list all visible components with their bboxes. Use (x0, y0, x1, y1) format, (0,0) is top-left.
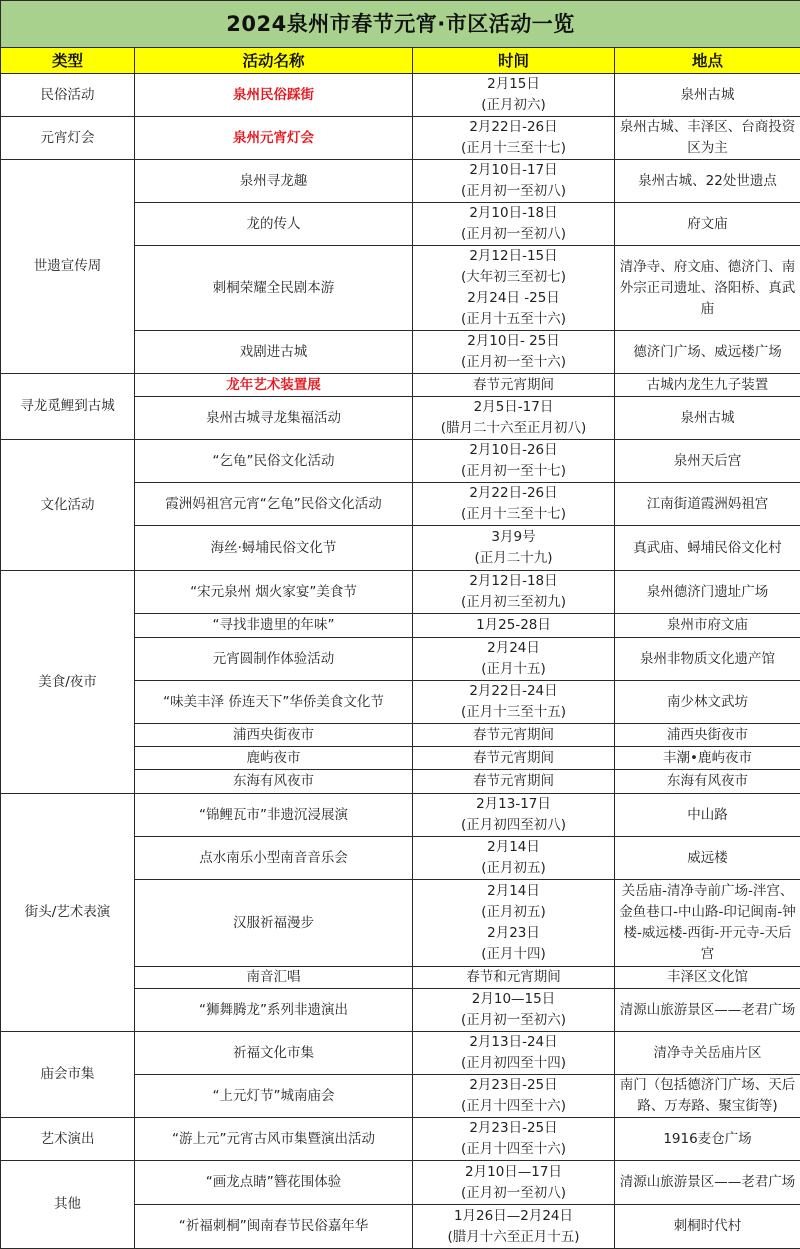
time-line: 2月22日-26日 (415, 483, 612, 504)
time-line: (正月初一至十六) (415, 352, 612, 373)
time-line: 2月14日 (415, 837, 612, 858)
cell-location: 德济门广场、威远楼广场 (615, 331, 800, 374)
time-line: (正月二十九) (415, 548, 612, 569)
table-row (1, 1032, 800, 1075)
time-line: 春节和元宵期间 (415, 967, 612, 988)
cell-activity-name: “锦鲤瓦市”非遗沉浸展演 (135, 794, 413, 837)
table-row (1, 1118, 800, 1161)
cell-activity-name: 海丝·蟳埔民俗文化节 (135, 526, 413, 571)
time-line: (正月初一至初八) (415, 1183, 612, 1204)
time-line: (正月十五) (415, 659, 612, 680)
cell-location: 泉州古城 (615, 74, 800, 117)
cell-activity-name: “味美丰泽 侨连天下”华侨美食文化节 (135, 681, 413, 724)
cell-activity-name: 泉州民俗踩街 (135, 74, 413, 117)
cell-location: 丰泽区文化馆 (615, 967, 800, 989)
cell-location: 威远楼 (615, 837, 800, 880)
time-line: 2月22日-26日 (415, 117, 612, 138)
cell-location: 南少林文武坊 (615, 681, 800, 724)
time-line: 2月24日 -25日 (415, 288, 612, 309)
cell-activity-name: 汉服祈福漫步 (135, 880, 413, 967)
table-row (1, 117, 800, 160)
time-line: 2月10日-17日 (415, 160, 612, 181)
time-line: 春节元宵期间 (415, 375, 612, 396)
cell-activity-name: 祈福文化市集 (135, 1032, 413, 1075)
cell-location: 东海有风夜市 (615, 770, 800, 794)
cell-time (413, 331, 615, 374)
cell-activity-name: 南音汇唱 (135, 967, 413, 989)
header-name: 活动名称 (135, 48, 413, 74)
cell-location: 刺桐时代村 (615, 1205, 800, 1249)
cell-time (413, 724, 615, 747)
time-line: 1月26日—2月24日 (415, 1206, 612, 1227)
cell-time (413, 246, 615, 331)
time-line: 2月13日-24日 (415, 1032, 612, 1053)
table-row (1, 440, 800, 483)
cell-activity-name: “上元灯节”城南庙会 (135, 1075, 413, 1118)
cell-activity-name: “乞龟”民俗文化活动 (135, 440, 413, 483)
cell-activity-name: 泉州寻龙趣 (135, 160, 413, 203)
cell-location: 泉州市府文庙 (615, 614, 800, 638)
time-line: 2月15日 (415, 74, 612, 95)
cell-time (413, 397, 615, 440)
cell-location: 泉州德济门遗址广场 (615, 571, 800, 614)
cell-time (413, 117, 615, 160)
cell-activity-name: 戏剧进古城 (135, 331, 413, 374)
table-row (1, 374, 800, 397)
cell-time (413, 770, 615, 794)
time-line: (正月初一至十七) (415, 461, 612, 482)
cell-activity-name: “寻找非遗里的年味” (135, 614, 413, 638)
time-line: (正月初一至初八) (415, 224, 612, 245)
cell-location: 清净寺、府文庙、德济门、南外宗正司遗址、洛阳桥、真武庙 (615, 246, 800, 331)
time-line: 2月10日- 25日 (415, 331, 612, 352)
cell-activity-name: “狮舞腾龙”系列非遗演出 (135, 989, 413, 1032)
time-line: 2月23日-25日 (415, 1118, 612, 1139)
cell-type: 艺术演出 (1, 1118, 135, 1161)
cell-time (413, 837, 615, 880)
cell-type: 文化活动 (1, 440, 135, 571)
cell-time (413, 1032, 615, 1075)
time-line: (大年初三至初七) (415, 267, 612, 288)
table-row (1, 1161, 800, 1205)
cell-type: 元宵灯会 (1, 117, 135, 160)
cell-activity-name: 鹿屿夜市 (135, 747, 413, 770)
cell-location: 真武庙、蟳埔民俗文化村 (615, 526, 800, 571)
cell-time (413, 1075, 615, 1118)
cell-location: 泉州古城、22处世遗点 (615, 160, 800, 203)
cell-location: 关岳庙-清净寺前广场-泮宫、金鱼巷口-中山路-印记闽南-钟楼-威远楼-西街-开元寺-天后宫 (615, 880, 800, 967)
time-line: 2月22日-24日 (415, 681, 612, 702)
cell-location: 江南街道霞洲妈祖宫 (615, 483, 800, 526)
time-line: 2月5日-17日 (415, 397, 612, 418)
cell-activity-name: 东海有风夜市 (135, 770, 413, 794)
cell-time (413, 989, 615, 1032)
cell-time (413, 440, 615, 483)
time-line: 2月13-17日 (415, 794, 612, 815)
time-line: (正月初五) (415, 858, 612, 879)
time-line: 2月10日—17日 (415, 1162, 612, 1183)
time-line: 2月10—15日 (415, 989, 612, 1010)
cell-activity-name: 元宵圆制作体验活动 (135, 638, 413, 681)
cell-activity-name: “宋元泉州 烟火家宴”美食节 (135, 571, 413, 614)
cell-time (413, 571, 615, 614)
time-line: 2月23日 (415, 923, 612, 944)
time-line: (正月初三至初九) (415, 592, 612, 613)
cell-location: 清源山旅游景区——老君广场 (615, 1161, 800, 1205)
cell-time (413, 880, 615, 967)
time-line: (正月十三至十五) (415, 702, 612, 723)
cell-type: 其他 (1, 1161, 135, 1249)
time-line: (正月十四至十六) (415, 1096, 612, 1117)
time-line: 春节元宵期间 (415, 748, 612, 769)
time-line: 2月10日-18日 (415, 203, 612, 224)
time-line: (正月十四) (415, 944, 612, 965)
cell-activity-name: 刺桐荣耀全民剧本游 (135, 246, 413, 331)
time-line: (腊月十六至正月十五) (415, 1227, 612, 1248)
page-title: 2024泉州市春节元宵·市区活动一览 (1, 1, 800, 48)
cell-activity-name: “祈福刺桐”闽南春节民俗嘉年华 (135, 1205, 413, 1249)
time-line: (正月初一至初八) (415, 181, 612, 202)
cell-location: 泉州古城、丰泽区、台商投资区为主 (615, 117, 800, 160)
table-row (1, 74, 800, 117)
cell-activity-name: 泉州元宵灯会 (135, 117, 413, 160)
time-line: 3月9号 (415, 527, 612, 548)
table-row (1, 794, 800, 837)
cell-activity-name: “画龙点睛”簪花围体验 (135, 1161, 413, 1205)
cell-location: 浦西央街夜市 (615, 724, 800, 747)
cell-location: 府文庙 (615, 203, 800, 246)
cell-time (413, 483, 615, 526)
cell-time (413, 681, 615, 724)
cell-type: 民俗活动 (1, 74, 135, 117)
time-line: 2月14日 (415, 881, 612, 902)
time-line: 春节元宵期间 (415, 771, 612, 792)
table-row (1, 160, 800, 203)
cell-time (413, 374, 615, 397)
cell-time (413, 74, 615, 117)
cell-type: 寻龙觅鲤到古城 (1, 374, 135, 440)
cell-time (413, 747, 615, 770)
cell-type: 庙会市集 (1, 1032, 135, 1118)
cell-type: 美食/夜市 (1, 571, 135, 794)
cell-time (413, 1118, 615, 1161)
time-line: 2月12日-15日 (415, 246, 612, 267)
cell-time (413, 203, 615, 246)
cell-time (413, 638, 615, 681)
cell-location: 清净寺关岳庙片区 (615, 1032, 800, 1075)
table-body (1, 74, 800, 1249)
cell-activity-name: 龙的传人 (135, 203, 413, 246)
cell-activity-name: 浦西央街夜市 (135, 724, 413, 747)
cell-activity-name: 龙年艺术装置展 (135, 374, 413, 397)
cell-time (413, 526, 615, 571)
cell-location: 1916麦仓广场 (615, 1118, 800, 1161)
header-row (1, 48, 800, 74)
cell-time (413, 967, 615, 989)
time-line: 2月12日-18日 (415, 571, 612, 592)
time-line: (腊月二十六至正月初八) (415, 418, 612, 439)
time-line: (正月初一至初六) (415, 1010, 612, 1031)
cell-activity-name: 点水南乐小型南音音乐会 (135, 837, 413, 880)
time-line: (正月十五至十六) (415, 309, 612, 330)
time-line: (正月十四至十六) (415, 1139, 612, 1160)
table-row (1, 571, 800, 614)
header-location: 地点 (615, 48, 800, 74)
cell-activity-name: 泉州古城寻龙集福活动 (135, 397, 413, 440)
header-time: 时间 (413, 48, 615, 74)
cell-type: 街头/艺术表演 (1, 794, 135, 1032)
time-line: 1月25-28日 (415, 615, 612, 636)
cell-time (413, 1161, 615, 1205)
time-line: (正月初四至初八) (415, 815, 612, 836)
cell-location: 泉州非物质文化遗产馆 (615, 638, 800, 681)
cell-type: 世遗宣传周 (1, 160, 135, 374)
cell-location: 清源山旅游景区——老君广场 (615, 989, 800, 1032)
cell-activity-name: 霞洲妈祖宫元宵“乞龟”民俗文化活动 (135, 483, 413, 526)
cell-location: 泉州天后宫 (615, 440, 800, 483)
cell-time (413, 614, 615, 638)
cell-time (413, 1205, 615, 1249)
cell-activity-name: “游上元”元宵古风市集暨演出活动 (135, 1118, 413, 1161)
time-line: 春节元宵期间 (415, 725, 612, 746)
cell-location: 古城内龙生九子装置 (615, 374, 800, 397)
cell-time (413, 160, 615, 203)
time-line: (正月初六) (415, 95, 612, 116)
cell-location: 泉州古城 (615, 397, 800, 440)
time-line: (正月初四至十四) (415, 1053, 612, 1074)
time-line: 2月10日-26日 (415, 440, 612, 461)
time-line: (正月初五) (415, 902, 612, 923)
cell-time (413, 794, 615, 837)
time-line: (正月十三至十七) (415, 504, 612, 525)
cell-location: 丰潮•鹿屿夜市 (615, 747, 800, 770)
time-line: 2月23日-25日 (415, 1075, 612, 1096)
time-line: 2月24日 (415, 638, 612, 659)
header-type: 类型 (1, 48, 135, 74)
time-line: (正月十三至十七) (415, 138, 612, 159)
cell-location: 南门（包括德济门广场、天后路、万寿路、聚宝街等) (615, 1075, 800, 1118)
cell-location: 中山路 (615, 794, 800, 837)
